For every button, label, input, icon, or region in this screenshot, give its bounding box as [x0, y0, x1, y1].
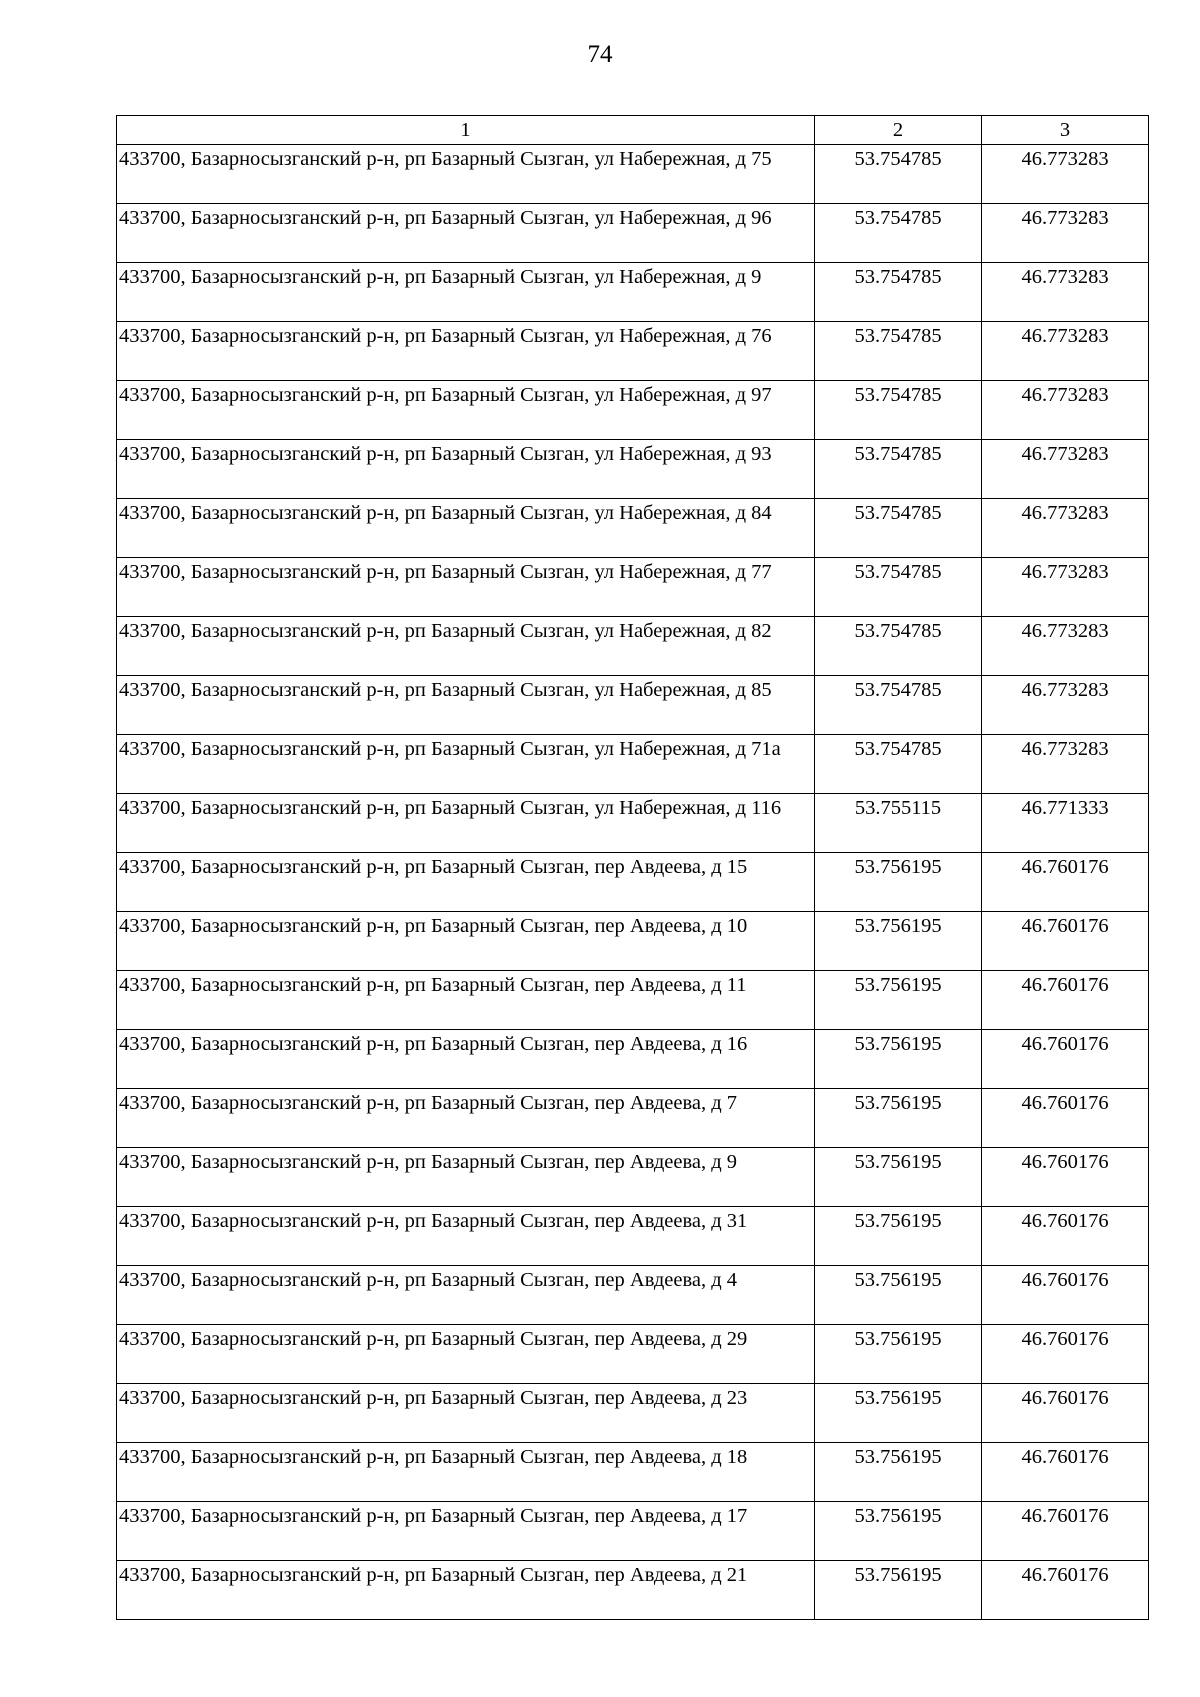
address-cell: 433700, Базарносызганский р-н, рп Базарный Сызган, ул Набережная, д 75 [117, 145, 815, 204]
address-cell: 433700, Базарносызганский р-н, рп Базарный Сызган, ул Набережная, д 9 [117, 263, 815, 322]
longitude-cell: 46.760176 [982, 1030, 1149, 1089]
latitude-cell: 53.756195 [815, 1030, 982, 1089]
address-cell: 433700, Базарносызганский р-н, рп Базарный Сызган, пер Авдеева, д 31 [117, 1207, 815, 1266]
longitude-cell: 46.760176 [982, 1266, 1149, 1325]
latitude-cell: 53.756195 [815, 1502, 982, 1561]
latitude-cell: 53.756195 [815, 1089, 982, 1148]
page-number: 74 [587, 41, 613, 68]
longitude-cell: 46.773283 [982, 322, 1149, 381]
header-col-3: 3 [982, 116, 1149, 145]
latitude-cell: 53.754785 [815, 322, 982, 381]
latitude-cell: 53.754785 [815, 558, 982, 617]
longitude-cell: 46.760176 [982, 1561, 1149, 1620]
longitude-cell: 46.773283 [982, 558, 1149, 617]
table-row [117, 1502, 1149, 1561]
table-row [117, 322, 1149, 381]
address-cell: 433700, Базарносызганский р-н, рп Базарный Сызган, ул Набережная, д 93 [117, 440, 815, 499]
address-cell: 433700, Базарносызганский р-н, рп Базарный Сызган, ул Набережная, д 77 [117, 558, 815, 617]
address-cell: 433700, Базарносызганский р-н, рп Базарный Сызган, пер Авдеева, д 11 [117, 971, 815, 1030]
address-cell: 433700, Базарносызганский р-н, рп Базарный Сызган, пер Авдеева, д 15 [117, 853, 815, 912]
table-row [117, 1443, 1149, 1502]
table-row [117, 440, 1149, 499]
address-cell: 433700, Базарносызганский р-н, рп Базарный Сызган, пер Авдеева, д 17 [117, 1502, 815, 1561]
latitude-cell: 53.756195 [815, 1148, 982, 1207]
header-col-2: 2 [815, 116, 982, 145]
table-row [117, 912, 1149, 971]
address-cell: 433700, Базарносызганский р-н, рп Базарный Сызган, пер Авдеева, д 4 [117, 1266, 815, 1325]
table-row [117, 1030, 1149, 1089]
table-row [117, 499, 1149, 558]
longitude-cell: 46.773283 [982, 145, 1149, 204]
longitude-cell: 46.760176 [982, 1384, 1149, 1443]
latitude-cell: 53.756195 [815, 912, 982, 971]
longitude-cell: 46.760176 [982, 1148, 1149, 1207]
table-row [117, 204, 1149, 263]
table-row [117, 1207, 1149, 1266]
longitude-cell: 46.760176 [982, 1502, 1149, 1561]
latitude-cell: 53.754785 [815, 617, 982, 676]
address-cell: 433700, Базарносызганский р-н, рп Базарный Сызган, ул Набережная, д 71а [117, 735, 815, 794]
longitude-cell: 46.773283 [982, 263, 1149, 322]
latitude-cell: 53.756195 [815, 853, 982, 912]
address-table [116, 115, 1149, 1620]
longitude-cell: 46.760176 [982, 1325, 1149, 1384]
table-row [117, 381, 1149, 440]
longitude-cell: 46.760176 [982, 1089, 1149, 1148]
table-row [117, 1384, 1149, 1443]
latitude-cell: 53.756195 [815, 1207, 982, 1266]
address-cell: 433700, Базарносызганский р-н, рп Базарный Сызган, пер Авдеева, д 7 [117, 1089, 815, 1148]
latitude-cell: 53.756195 [815, 1443, 982, 1502]
table-header-row [117, 116, 1149, 145]
table-row [117, 1266, 1149, 1325]
longitude-cell: 46.760176 [982, 912, 1149, 971]
longitude-cell: 46.760176 [982, 1207, 1149, 1266]
address-cell: 433700, Базарносызганский р-н, рп Базарный Сызган, пер Авдеева, д 16 [117, 1030, 815, 1089]
table-row [117, 1148, 1149, 1207]
address-cell: 433700, Базарносызганский р-н, рп Базарный Сызган, пер Авдеева, д 23 [117, 1384, 815, 1443]
table-body [117, 145, 1149, 1620]
table-row [117, 853, 1149, 912]
address-cell: 433700, Базарносызганский р-н, рп Базарный Сызган, ул Набережная, д 96 [117, 204, 815, 263]
address-cell: 433700, Базарносызганский р-н, рп Базарный Сызган, ул Набережная, д 82 [117, 617, 815, 676]
latitude-cell: 53.755115 [815, 794, 982, 853]
address-cell: 433700, Базарносызганский р-н, рп Базарный Сызган, ул Набережная, д 116 [117, 794, 815, 853]
table-row [117, 145, 1149, 204]
address-cell: 433700, Базарносызганский р-н, рп Базарный Сызган, пер Авдеева, д 10 [117, 912, 815, 971]
table-row [117, 1561, 1149, 1620]
latitude-cell: 53.754785 [815, 735, 982, 794]
latitude-cell: 53.756195 [815, 971, 982, 1030]
table-row [117, 263, 1149, 322]
address-cell: 433700, Базарносызганский р-н, рп Базарный Сызган, пер Авдеева, д 21 [117, 1561, 815, 1620]
table-row [117, 794, 1149, 853]
address-cell: 433700, Базарносызганский р-н, рп Базарный Сызган, пер Авдеева, д 9 [117, 1148, 815, 1207]
address-cell: 433700, Базарносызганский р-н, рп Базарный Сызган, пер Авдеева, д 29 [117, 1325, 815, 1384]
longitude-cell: 46.760176 [982, 971, 1149, 1030]
table-row [117, 558, 1149, 617]
longitude-cell: 46.773283 [982, 499, 1149, 558]
table-row [117, 1089, 1149, 1148]
latitude-cell: 53.756195 [815, 1325, 982, 1384]
address-cell: 433700, Базарносызганский р-н, рп Базарный Сызган, ул Набережная, д 97 [117, 381, 815, 440]
table-row [117, 617, 1149, 676]
latitude-cell: 53.754785 [815, 499, 982, 558]
latitude-cell: 53.756195 [815, 1384, 982, 1443]
longitude-cell: 46.771333 [982, 794, 1149, 853]
latitude-cell: 53.756195 [815, 1266, 982, 1325]
latitude-cell: 53.754785 [815, 381, 982, 440]
address-cell: 433700, Базарносызганский р-н, рп Базарный Сызган, пер Авдеева, д 18 [117, 1443, 815, 1502]
table-row [117, 735, 1149, 794]
address-cell: 433700, Базарносызганский р-н, рп Базарный Сызган, ул Набережная, д 85 [117, 676, 815, 735]
latitude-cell: 53.754785 [815, 440, 982, 499]
longitude-cell: 46.773283 [982, 676, 1149, 735]
latitude-cell: 53.754785 [815, 676, 982, 735]
header-col-1: 1 [117, 116, 815, 145]
longitude-cell: 46.760176 [982, 1443, 1149, 1502]
longitude-cell: 46.773283 [982, 381, 1149, 440]
longitude-cell: 46.760176 [982, 853, 1149, 912]
latitude-cell: 53.754785 [815, 204, 982, 263]
latitude-cell: 53.754785 [815, 263, 982, 322]
longitude-cell: 46.773283 [982, 617, 1149, 676]
table-row [117, 971, 1149, 1030]
table-row [117, 1325, 1149, 1384]
address-cell: 433700, Базарносызганский р-н, рп Базарный Сызган, ул Набережная, д 76 [117, 322, 815, 381]
longitude-cell: 46.773283 [982, 204, 1149, 263]
latitude-cell: 53.754785 [815, 145, 982, 204]
latitude-cell: 53.756195 [815, 1561, 982, 1620]
address-cell: 433700, Базарносызганский р-н, рп Базарный Сызган, ул Набережная, д 84 [117, 499, 815, 558]
table-row [117, 676, 1149, 735]
longitude-cell: 46.773283 [982, 440, 1149, 499]
longitude-cell: 46.773283 [982, 735, 1149, 794]
